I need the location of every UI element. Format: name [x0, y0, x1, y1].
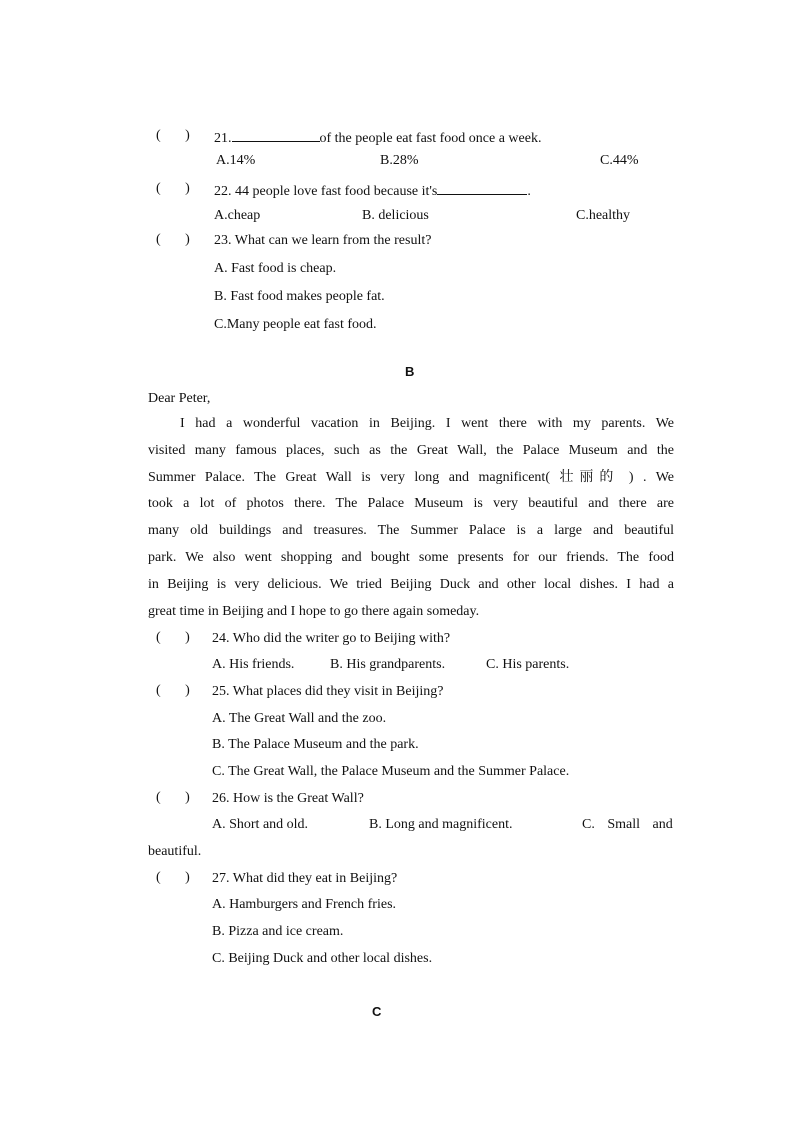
option-a[interactable]: A. Fast food is cheap. — [214, 261, 337, 276]
option-b[interactable]: B. The Palace Museum and the park. — [212, 737, 419, 752]
answer-bracket[interactable]: ( ) — [156, 683, 190, 698]
option-c[interactable]: C. Small and — [582, 817, 673, 832]
answer-bracket[interactable]: ( ) — [156, 790, 190, 805]
option-b[interactable]: B. Long and magnificent. — [369, 817, 513, 832]
option-a[interactable]: A. Hamburgers and French fries. — [212, 897, 397, 912]
answer-bracket[interactable]: ( ) — [156, 232, 190, 247]
question-stem: 22. 44 people love fast food because it's — [214, 184, 438, 199]
reading-passage — [148, 411, 674, 625]
option-c[interactable]: C. The Great Wall, the Palace Museum and the Summer Palace. — [212, 764, 570, 779]
passage-line: Summer Palace. The Great Wall is very long and magnificent( 壮丽的 ) . We — [148, 469, 674, 485]
question-stem: of the people eat fast food once a week. — [319, 131, 542, 146]
option-b[interactable]: B. His grandparents. — [330, 657, 446, 672]
section-heading-c: C — [372, 1004, 382, 1019]
option-c[interactable]: C.44% — [600, 153, 639, 168]
option-c[interactable]: C. His parents. — [486, 657, 570, 672]
passage-line: in Beijing is very delicious. We tried Beijing Duck and other local dishes. I had a — [148, 576, 674, 592]
option-a[interactable]: A. The Great Wall and the zoo. — [212, 711, 387, 726]
passage-line: great time in Beijing and I hope to go there again someday. — [148, 603, 480, 619]
option-a[interactable]: A.cheap — [214, 208, 261, 223]
option-b[interactable]: B.28% — [380, 153, 419, 168]
option-c[interactable]: C. Beijing Duck and other local dishes. — [212, 951, 433, 966]
option-a[interactable]: A. His friends. — [212, 657, 295, 672]
period: . — [527, 184, 531, 199]
passage-line: many old buildings and treasures. The Summer Palace is a large and beautiful — [148, 523, 674, 539]
option-b[interactable]: B. Fast food makes people fat. — [214, 289, 385, 304]
question-text — [214, 128, 541, 148]
question-stem: 27. What did they eat in Beijing? — [212, 871, 398, 886]
question-stem: 24. Who did the writer go to Beijing with? — [212, 631, 451, 646]
option-b[interactable]: B. delicious — [362, 208, 429, 223]
letter-greeting: Dear Peter, — [148, 391, 211, 406]
answer-bracket[interactable]: ( ) — [156, 870, 190, 885]
option-c-wrap: beautiful. — [148, 844, 202, 859]
section-heading-b: B — [405, 364, 415, 379]
passage-line: visited many famous places, such as the Great Wall, the Palace Museum and the — [148, 442, 674, 458]
passage-line: took a lot of photos there. The Palace Museum is very beautiful and there are — [148, 496, 674, 512]
passage-line: I had a wonderful vacation in Beijing. I went there with my parents. We — [180, 416, 674, 431]
option-c[interactable]: C.Many people eat fast food. — [214, 317, 377, 332]
question-stem: 25. What places did they visit in Beijing? — [212, 684, 444, 699]
passage-line: park. We also went shopping and bought some presents for our friends. The food — [148, 549, 674, 565]
fill-blank[interactable] — [437, 181, 527, 195]
question-stem: 26. How is the Great Wall? — [212, 791, 364, 806]
question-number: 21. — [214, 131, 232, 146]
option-a[interactable]: A.14% — [216, 153, 256, 168]
answer-bracket[interactable]: ( ) — [156, 128, 190, 143]
option-a[interactable]: A. Short and old. — [212, 817, 309, 832]
answer-bracket[interactable]: ( ) — [156, 630, 190, 645]
fill-blank[interactable] — [232, 128, 320, 142]
question-stem: 23. What can we learn from the result? — [214, 233, 432, 248]
option-b[interactable]: B. Pizza and ice cream. — [212, 924, 344, 939]
answer-bracket[interactable]: ( ) — [156, 181, 190, 196]
option-c[interactable]: C.healthy — [576, 208, 631, 223]
question-text — [214, 181, 531, 201]
